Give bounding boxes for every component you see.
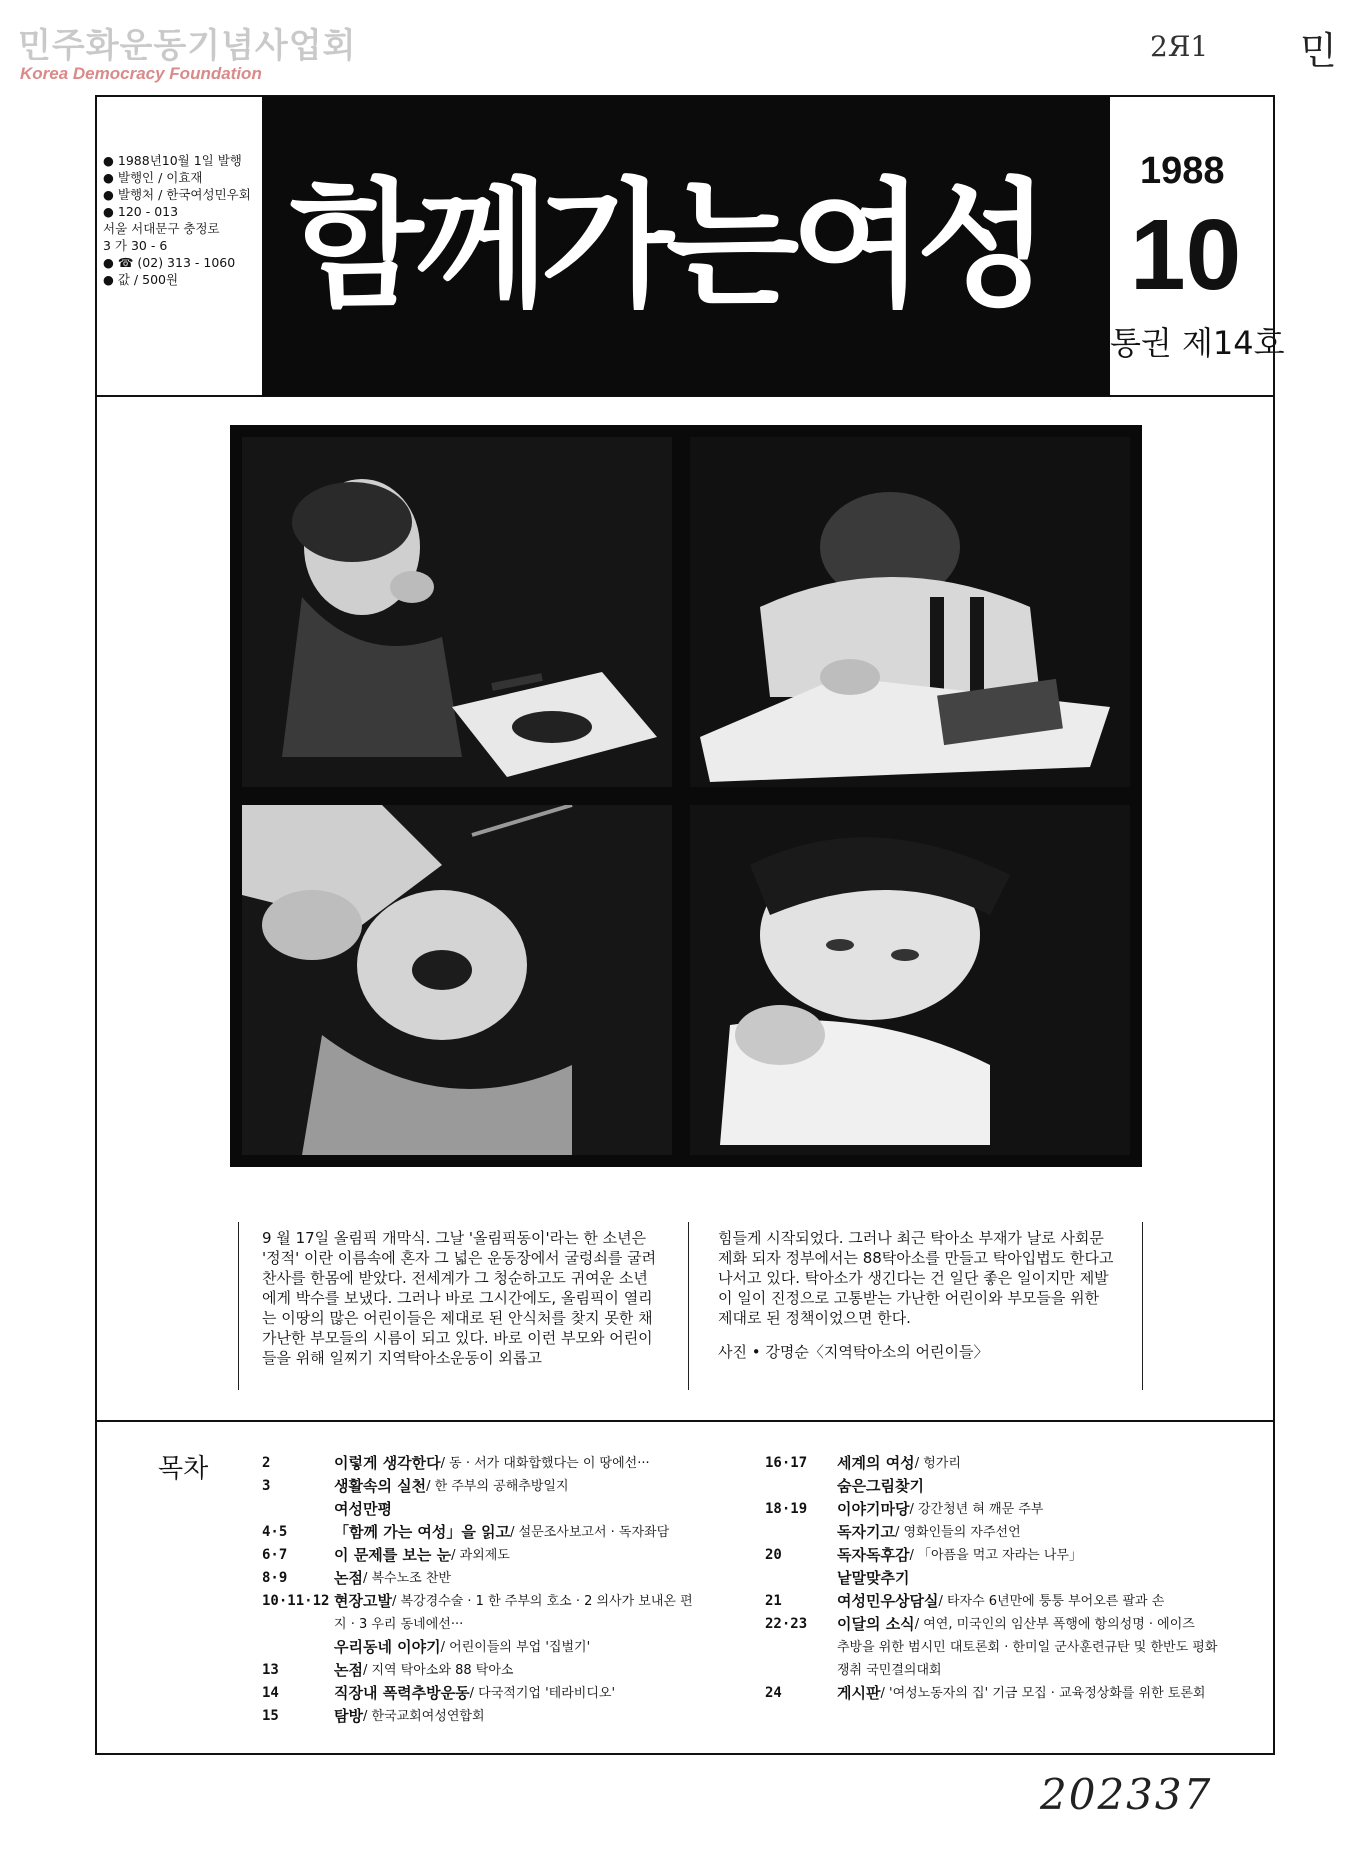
toc-entry-title: 게시판 bbox=[837, 1684, 881, 1702]
handwritten-number-bottom: 202337 bbox=[1040, 1770, 1213, 1819]
photo-child-thinking-image bbox=[242, 437, 672, 787]
toc-entry bbox=[765, 1567, 1255, 1590]
toc-page-number: 13 bbox=[262, 1662, 279, 1678]
toc-entry-title: 생활속의 실천 bbox=[334, 1477, 427, 1495]
toc-entry-subtitle: / 동 · 서가 대화합했다는 이 땅에선··· bbox=[440, 1456, 650, 1471]
toc-entry-title: 숨은그림찾기 bbox=[837, 1477, 924, 1495]
toc-entry bbox=[262, 1452, 732, 1475]
toc-entry-subtitle: / 복강경수술 · 1 한 주부의 호소 · 2 의사가 보내온 편 bbox=[391, 1594, 693, 1609]
toc-entry-subtitle: / 설문조사보고서 · 독자좌담 bbox=[510, 1525, 670, 1540]
toc-entry bbox=[262, 1475, 732, 1498]
toc-page-number bbox=[765, 1659, 837, 1682]
toc-page-number: 18·19 bbox=[765, 1501, 808, 1517]
photo-child-resting bbox=[690, 805, 1130, 1155]
toc-entry bbox=[765, 1475, 1255, 1498]
toc-entry-title: 현장고발 bbox=[334, 1592, 392, 1610]
toc-page-number: 15 bbox=[262, 1708, 279, 1724]
toc-entry bbox=[765, 1498, 1255, 1521]
pubinfo-line: ● ☎ (02) 313 - 1060 bbox=[103, 255, 236, 270]
issue-number: 통권 제14호 bbox=[1110, 324, 1285, 362]
toc-entry bbox=[262, 1521, 732, 1544]
toc-entry bbox=[262, 1590, 732, 1613]
toc-entry bbox=[765, 1636, 1255, 1659]
toc-page-number: 22·23 bbox=[765, 1616, 808, 1632]
toc-entry-title: 「함께 가는 여성」을 읽고 bbox=[334, 1523, 511, 1541]
photo-child-resting-image bbox=[690, 805, 1130, 1155]
caption-divider bbox=[688, 1222, 689, 1390]
toc-entry bbox=[262, 1498, 732, 1521]
toc-page-number: 8·9 bbox=[262, 1570, 288, 1586]
toc-entry-title: 직장내 폭력추방운동 bbox=[334, 1684, 470, 1702]
toc-entry bbox=[765, 1544, 1255, 1567]
toc-entry bbox=[262, 1705, 732, 1728]
toc-entry-subtitle: / 다국적기업 '테라비디오' bbox=[469, 1686, 616, 1701]
toc-entry-subtitle: / 「아픔을 먹고 자라는 나무」 bbox=[909, 1548, 1082, 1563]
toc-entry-title: 이렇게 생각한다 bbox=[334, 1454, 441, 1472]
photo-child-drawing-image bbox=[690, 437, 1130, 787]
toc-page-number: 14 bbox=[262, 1685, 279, 1701]
toc-right-column bbox=[765, 1452, 1255, 1705]
pubinfo-line: ● 120 - 013 bbox=[103, 204, 179, 219]
toc-entry-subtitle: / 강간청년 혀 깨문 주부 bbox=[909, 1502, 1044, 1517]
toc-entry-subtitle: / 한국교회여성연합회 bbox=[362, 1709, 485, 1724]
toc-entry bbox=[765, 1682, 1255, 1705]
caption-border-left bbox=[238, 1222, 239, 1390]
toc-page-number: 10·11·12 bbox=[262, 1593, 330, 1609]
toc-entry-subtitle: / 복수노조 찬반 bbox=[362, 1571, 451, 1586]
toc-entry-subtitle: / 과외제도 bbox=[451, 1548, 510, 1563]
toc-entry-title: 이달의 소식 bbox=[837, 1615, 915, 1633]
photo-child-laughing bbox=[242, 805, 672, 1155]
photo-credit: 사진 • 강명순〈지역탁아소의 어린이들〉 bbox=[718, 1343, 989, 1361]
toc-entry bbox=[765, 1613, 1255, 1636]
toc-page-number: 2 bbox=[262, 1455, 271, 1471]
caption-right-column bbox=[718, 1228, 1118, 1362]
pubinfo-line: ● 발행인 / 이효재 bbox=[103, 170, 203, 185]
toc-entry-subtitle: 쟁취 국민결의대회 bbox=[837, 1663, 942, 1678]
toc-page-number bbox=[765, 1475, 837, 1498]
toc-entry bbox=[262, 1613, 732, 1636]
toc-entry bbox=[765, 1521, 1255, 1544]
toc-page-number: 4·5 bbox=[262, 1524, 288, 1540]
photo-child-thinking bbox=[242, 437, 672, 787]
toc-entry-title: 논점 bbox=[334, 1569, 363, 1587]
issue-month: 10 bbox=[1130, 199, 1242, 311]
toc-left-column bbox=[262, 1452, 732, 1728]
watermark-english: Korea Democracy Foundation bbox=[20, 64, 262, 83]
toc-page-number bbox=[765, 1636, 837, 1659]
caption-right-text: 힘들게 시작되었다. 그러나 최근 탁아소 부재가 날로 사회문제화 되자 정부에서는 88탁아소를 만들고 탁아입법도 한다고 나서고 있다. 탁아소가 생긴다는 건 일단 좋은 일이지만 제발 이 일이 진정으로 고통받는 가난한 어린이와 부모들을 위한 제대로 된 정책이었으면 한다. bbox=[718, 1229, 1114, 1327]
toc-entry-title: 탐방 bbox=[334, 1707, 363, 1725]
toc-entry-title: 이야기마당 bbox=[837, 1500, 910, 1518]
toc-page-number bbox=[262, 1498, 334, 1521]
toc-entry bbox=[262, 1636, 732, 1659]
toc-divider bbox=[95, 1420, 1275, 1422]
toc-entry bbox=[262, 1682, 732, 1705]
toc-entry bbox=[262, 1544, 732, 1567]
toc-entry-subtitle: / 여연, 미국인의 임산부 폭행에 항의성명 · 에이즈 bbox=[914, 1617, 1195, 1632]
toc-entry-title: 여성민우상담실 bbox=[837, 1592, 939, 1610]
toc-entry-title: 독자독후감 bbox=[837, 1546, 910, 1564]
photo-child-drawing bbox=[690, 437, 1130, 787]
toc-entry-subtitle: / 타자수 6년만에 퉁퉁 부어오른 팔과 손 bbox=[938, 1594, 1165, 1609]
handwritten-mark-top: 민 bbox=[1300, 29, 1337, 73]
pubinfo-line: ● 발행처 / 한국여성민우회 bbox=[103, 187, 251, 202]
toc-page-number bbox=[765, 1521, 837, 1544]
toc-entry-title: 여성만평 bbox=[334, 1500, 392, 1518]
toc-entry-subtitle: / 지역 탁아소와 88 탁아소 bbox=[362, 1663, 514, 1678]
toc-page-number bbox=[262, 1636, 334, 1659]
toc-page-number: 21 bbox=[765, 1593, 782, 1609]
toc-entry-title: 이 문제를 보는 눈 bbox=[334, 1546, 452, 1564]
toc-page-number: 16·17 bbox=[765, 1455, 808, 1471]
photo-child-laughing-image bbox=[242, 805, 672, 1155]
toc-entry bbox=[262, 1659, 732, 1682]
toc-entry-title: 낱말맞추기 bbox=[837, 1569, 910, 1587]
handwritten-note-top: 2Я1 bbox=[1150, 30, 1209, 63]
toc-entry-subtitle: / 영화인들의 자주선언 bbox=[894, 1525, 1021, 1540]
pubinfo-line: ● 값 / 500원 bbox=[103, 272, 179, 287]
pubinfo-line: ● 1988년10월 1일 발행 bbox=[103, 153, 242, 168]
toc-entry bbox=[765, 1452, 1255, 1475]
toc-entry-subtitle: / '여성노동자의 집' 기금 모집 · 교육정상화를 위한 토론회 bbox=[880, 1686, 1206, 1701]
toc-page-number bbox=[765, 1567, 837, 1590]
magazine-title: 함께가는여성 bbox=[290, 163, 1042, 326]
toc-entry-subtitle: 추방을 위한 범시민 대토론회 · 한미일 군사훈련규탄 및 한반도 평화 bbox=[837, 1640, 1218, 1655]
toc-entry-title: 우리동네 이야기 bbox=[334, 1638, 441, 1656]
toc-page-number bbox=[262, 1613, 334, 1636]
caption-border-right bbox=[1142, 1222, 1143, 1390]
cover-photo-grid bbox=[230, 425, 1142, 1167]
toc-entry bbox=[765, 1590, 1255, 1613]
publication-info bbox=[103, 152, 251, 288]
toc-page-number: 3 bbox=[262, 1478, 271, 1494]
toc-entry-subtitle: / 헝가리 bbox=[914, 1456, 961, 1471]
pubinfo-line: 3 가 30 - 6 bbox=[103, 238, 168, 253]
toc-entry bbox=[262, 1567, 732, 1590]
toc-entry-title: 세계의 여성 bbox=[837, 1454, 915, 1472]
toc-entry-subtitle: / 한 주부의 공해추방일지 bbox=[426, 1479, 569, 1494]
toc-title: 목차 bbox=[158, 1454, 209, 1484]
toc-page-number: 6·7 bbox=[262, 1547, 288, 1563]
pubinfo-line: 서울 서대문구 충정로 bbox=[103, 221, 220, 236]
issue-year: 1988 bbox=[1140, 150, 1225, 192]
caption-left-column: 9 월 17일 올림픽 개막식. 그날 '올림픽동이'라는 한 소년은 '정적' 이란 이름속에 혼자 그 넓은 운동장에서 굴렁쇠를 굴려 찬사를 한몸에 받았다. 전세계가 그 청순하고도 귀여운 소년에게 박수를 보냈다. 그러나 바로 그시간에도, 올림픽이 열리는 이땅의 많은 어린이들은 제대로 된 안식처를 찾지 못한 채 가난한 부모들의 시름이 되고 있다. 바로 이런 부모와 어린이들을 위해 일찌기 지역탁아소운동이 외롭고 bbox=[262, 1229, 657, 1367]
toc-entry-title: 논점 bbox=[334, 1661, 363, 1679]
watermark-korean: 민주화운동기념사업회 bbox=[18, 26, 357, 66]
toc-entry bbox=[765, 1659, 1255, 1682]
toc-entry-subtitle: / 어린이들의 부업 '집벌기' bbox=[440, 1640, 591, 1655]
toc-page-number: 20 bbox=[765, 1547, 782, 1563]
toc-page-number: 24 bbox=[765, 1685, 782, 1701]
toc-entry-subtitle: 지 · 3 우리 동네에선··· bbox=[334, 1617, 464, 1632]
toc-entry-title: 독자기고 bbox=[837, 1523, 895, 1541]
